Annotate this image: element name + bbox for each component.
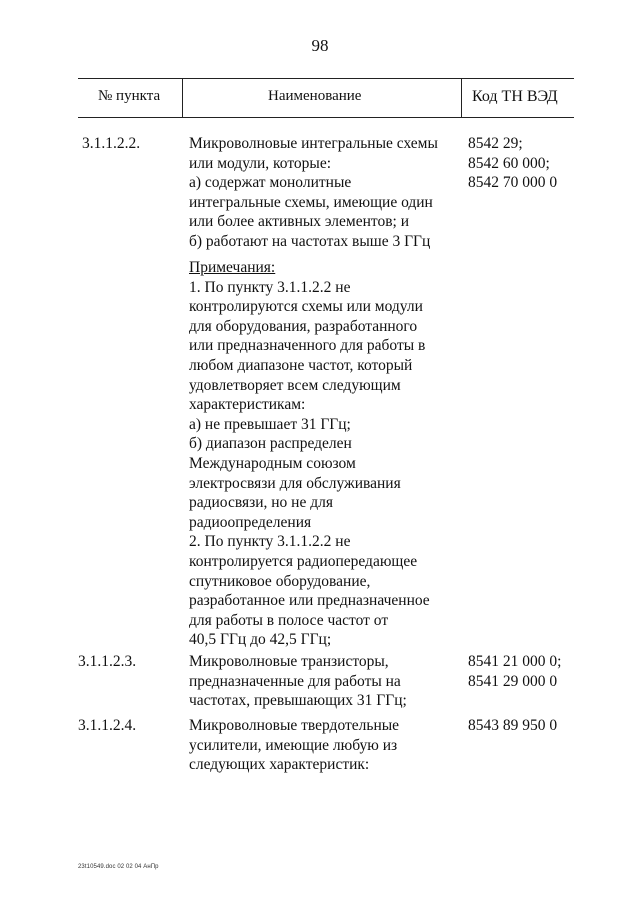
table-header-divider-1 — [182, 78, 183, 117]
row-1-note-line: Международным союзом — [189, 454, 356, 472]
row-1-code-line: 8542 29; — [468, 135, 523, 152]
row-1-name-line: интегральные схемы, имеющие один — [189, 193, 433, 211]
row-1-notes — [189, 258, 430, 650]
row-1-note-line: электросвязи для обслуживания — [189, 474, 401, 492]
row-1-note-line: любом диапазоне частот, который — [189, 356, 413, 374]
row-3-name — [189, 716, 399, 775]
row-2-code-line: 8541 21 000 0; — [468, 653, 562, 670]
row-2-name-line: Микроволновые транзисторы, — [189, 653, 389, 670]
row-1-note-line: а) не превышает 31 ГГц; — [189, 415, 351, 433]
table-header-bottom-rule — [78, 117, 574, 118]
row-1-note-line: или предназначенного для работы в — [189, 337, 426, 355]
row-1-name-line: б) работают на частотах выше 3 ГГц — [189, 232, 431, 250]
row-2-name-line: частотах, превышающих 31 ГГц; — [189, 692, 407, 710]
row-1-note-line: характеристикам: — [189, 396, 306, 414]
row-1-name-line: или более активных элементов; и — [189, 213, 410, 231]
row-1-code-line: 8542 60 000; — [468, 154, 550, 172]
row-1-name — [189, 134, 438, 252]
row-3-code-line: 8543 89 950 0 — [468, 717, 558, 734]
table-header-name: Наименование — [268, 88, 362, 104]
row-1-note-line: для работы в полосе частот от — [189, 611, 389, 629]
row-1-note-line: контролируется радиопередающее — [189, 552, 418, 570]
row-2-code-line: 8541 29 000 0 — [468, 672, 558, 690]
row-1-note-line: контролируются схемы или модули — [189, 298, 423, 316]
row-1-note-line: радиосвязи, но не для — [189, 494, 333, 512]
row-1-name-line: а) содержат монолитные — [189, 174, 352, 192]
row-3-number: 3.1.1.2.4. — [78, 717, 137, 734]
row-1-name-line: или модули, которые: — [189, 154, 332, 172]
row-1-note-line: 1. По пункту 3.1.1.2.2 не — [189, 278, 351, 296]
row-2-name — [189, 652, 407, 711]
row-1-note-line: для оборудования, разработанного — [189, 317, 418, 335]
table-header-number: № пункта — [98, 88, 161, 104]
row-1-note-line: разработанное или предназначенное — [189, 592, 430, 610]
row-1-note-line: удовлетворяет всем следующим — [189, 376, 401, 394]
table-header-top-rule — [78, 78, 574, 79]
row-2-number: 3.1.1.2.3. — [78, 653, 137, 670]
document-footer: 23t10549.doc 02 02 04 АнПр — [78, 864, 159, 870]
row-2-code — [468, 652, 561, 691]
row-1-note-line: 2. По пункту 3.1.1.2.2 не — [189, 533, 351, 551]
row-1-note-line: б) диапазон распределен — [189, 435, 352, 453]
row-1-name-line: Микроволновые интегральные схемы — [189, 135, 438, 152]
row-3-code — [468, 716, 557, 736]
page-number: 98 — [311, 36, 329, 55]
row-3-name-line: Микроволновые твердотельные — [189, 717, 400, 734]
row-1-note-line: 40,5 ГГц до 42,5 ГГц; — [189, 631, 332, 649]
table-header-code: Код ТН ВЭД — [472, 88, 558, 105]
table-header-divider-2 — [461, 78, 462, 117]
row-1-number: 3.1.1.2.2. — [82, 135, 141, 152]
row-1-code — [468, 134, 557, 193]
row-2-name-line: предназначенные для работы на — [189, 672, 401, 690]
row-1-note-line: радиоопределения — [189, 513, 312, 531]
row-1-code-line: 8542 70 000 0 — [468, 174, 558, 192]
row-1-note-line: спутниковое оборудование, — [189, 572, 371, 590]
row-1-notes-title: Примечания: — [189, 259, 276, 276]
row-3-name-line: усилители, имеющие любую из — [189, 736, 398, 754]
row-3-name-line: следующих характеристик: — [189, 756, 370, 774]
